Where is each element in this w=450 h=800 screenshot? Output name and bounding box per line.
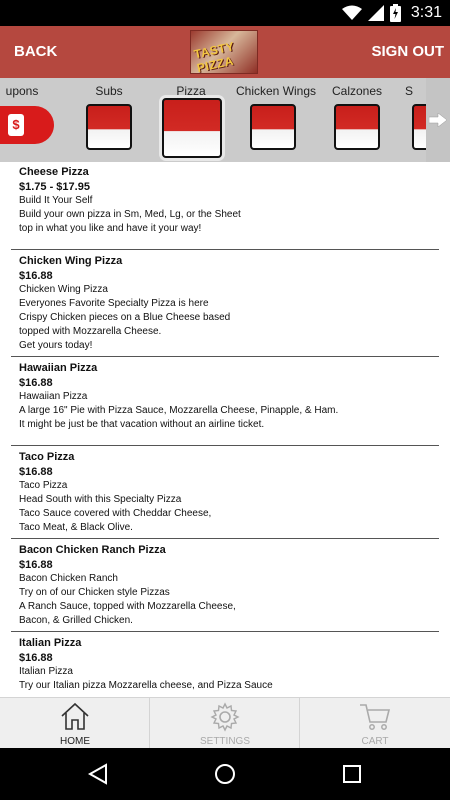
item-description-line: Build It Your Self xyxy=(19,195,93,206)
item-description-line: Taco Sauce covered with Cheddar Cheese, xyxy=(19,508,212,519)
item-description-line: Build your own pizza in Sm, Med, Lg, or the Sheet xyxy=(19,209,241,220)
category-subs[interactable] xyxy=(76,78,142,162)
category-label: S xyxy=(404,84,413,98)
category-calzones[interactable] xyxy=(324,78,390,162)
menu-item[interactable] xyxy=(11,539,439,632)
item-description-line: Get yours today! xyxy=(19,340,93,351)
category-coupons[interactable] xyxy=(0,78,64,162)
item-description-line: Bacon Chicken Ranch xyxy=(19,573,118,584)
item-description-line: It might be just be that vacation without an airline ticket. xyxy=(19,419,265,430)
item-description-line: topped with Mozzarella Cheese. xyxy=(19,326,162,337)
cell-signal-icon xyxy=(368,5,384,21)
tab-settings[interactable] xyxy=(150,698,300,748)
item-description-line: A large 16" Pie with Pizza Sauce, Mozzarella Cheese, Pinapple, & Ham. xyxy=(19,405,339,416)
category-image xyxy=(250,104,296,150)
logo xyxy=(190,30,258,74)
category-label: Pizza xyxy=(176,84,206,98)
sign-out-button[interactable]: SIGN OUT xyxy=(371,43,444,60)
menu-item[interactable] xyxy=(11,250,439,357)
item-description-line: Chicken Wing Pizza xyxy=(19,284,108,295)
status-bar xyxy=(0,0,450,26)
category-chicken-wings[interactable] xyxy=(236,78,317,162)
item-price: $16.88 xyxy=(19,559,53,571)
item-name: Italian Pizza xyxy=(19,637,82,649)
coupon-tag-icon xyxy=(0,106,54,144)
back-button[interactable]: BACK xyxy=(14,43,58,60)
item-description-line: Taco Meat, & Black Olive. xyxy=(19,522,133,533)
item-description-line: Everyones Favorite Specialty Pizza is here xyxy=(19,298,209,309)
item-description-line: Crispy Chicken pieces on a Blue Cheese based xyxy=(19,312,231,323)
item-description-line: Try our Italian pizza Mozzarella cheese, and Pizza Sauce xyxy=(19,680,273,691)
item-price: $16.88 xyxy=(19,652,53,664)
menu-item[interactable] xyxy=(11,632,439,697)
item-description-line: Taco Pizza xyxy=(19,480,68,491)
cart-icon xyxy=(300,702,450,737)
item-name: Cheese Pizza xyxy=(19,166,89,178)
logo-text: TASTY PIZZA xyxy=(192,39,236,76)
category-bar xyxy=(0,78,450,162)
category-image xyxy=(86,104,132,150)
item-description-line: Italian Pizza xyxy=(19,666,73,677)
item-name: Taco Pizza xyxy=(19,451,75,463)
coupon-symbol: $ xyxy=(8,114,24,136)
app-header xyxy=(0,26,450,78)
category-image-selected xyxy=(162,98,222,158)
item-description-line: Head South with this Specialty Pizza xyxy=(19,494,182,505)
battery-charging-icon xyxy=(390,4,401,22)
menu-item[interactable] xyxy=(11,162,439,250)
back-triangle-icon[interactable] xyxy=(86,762,110,786)
home-circle-icon[interactable] xyxy=(213,762,237,786)
item-description-line: Bacon, & Grilled Chicken. xyxy=(19,615,133,626)
item-description-line: Try on of our Chicken style Pizzas xyxy=(19,587,170,598)
android-nav-bar xyxy=(0,748,450,800)
item-name: Hawaiian Pizza xyxy=(19,362,98,374)
recents-square-icon[interactable] xyxy=(340,762,364,786)
arrow-right-icon xyxy=(429,113,447,127)
status-icons xyxy=(342,3,442,23)
category-label: Chicken Wings xyxy=(236,84,317,98)
item-price: $1.75 - $17.95 xyxy=(19,181,90,193)
category-label: Subs xyxy=(95,84,123,98)
gear-icon xyxy=(150,702,300,737)
tab-label: HOME xyxy=(60,736,90,747)
home-icon xyxy=(0,702,150,735)
item-price: $16.88 xyxy=(19,270,53,282)
category-label: Calzones xyxy=(331,84,383,98)
tab-label: SETTINGS xyxy=(199,736,250,747)
item-name: Chicken Wing Pizza xyxy=(19,255,123,267)
item-name: Bacon Chicken Ranch Pizza xyxy=(19,544,166,556)
tab-label: CART xyxy=(361,736,389,747)
item-description-line: A Ranch Sauce, topped with Mozzarella Cheese, xyxy=(19,601,236,612)
wifi-icon xyxy=(342,5,362,21)
item-price: $16.88 xyxy=(19,377,53,389)
menu-list[interactable] xyxy=(0,162,450,697)
menu-item[interactable] xyxy=(11,357,439,446)
item-price: $16.88 xyxy=(19,466,53,478)
status-time: 3:31 xyxy=(410,4,442,21)
category-pizza[interactable] xyxy=(158,78,224,162)
bottom-tab-bar xyxy=(0,697,450,748)
tab-home[interactable] xyxy=(0,698,150,748)
scroll-right-arrow-button[interactable] xyxy=(426,78,450,162)
item-description-line: Hawaiian Pizza xyxy=(19,391,88,402)
menu-item[interactable] xyxy=(11,446,439,539)
item-description-line: top in what you like and have it your way! xyxy=(19,223,202,234)
tab-cart[interactable] xyxy=(300,698,450,748)
category-label: upons xyxy=(5,84,39,98)
category-image xyxy=(334,104,380,150)
